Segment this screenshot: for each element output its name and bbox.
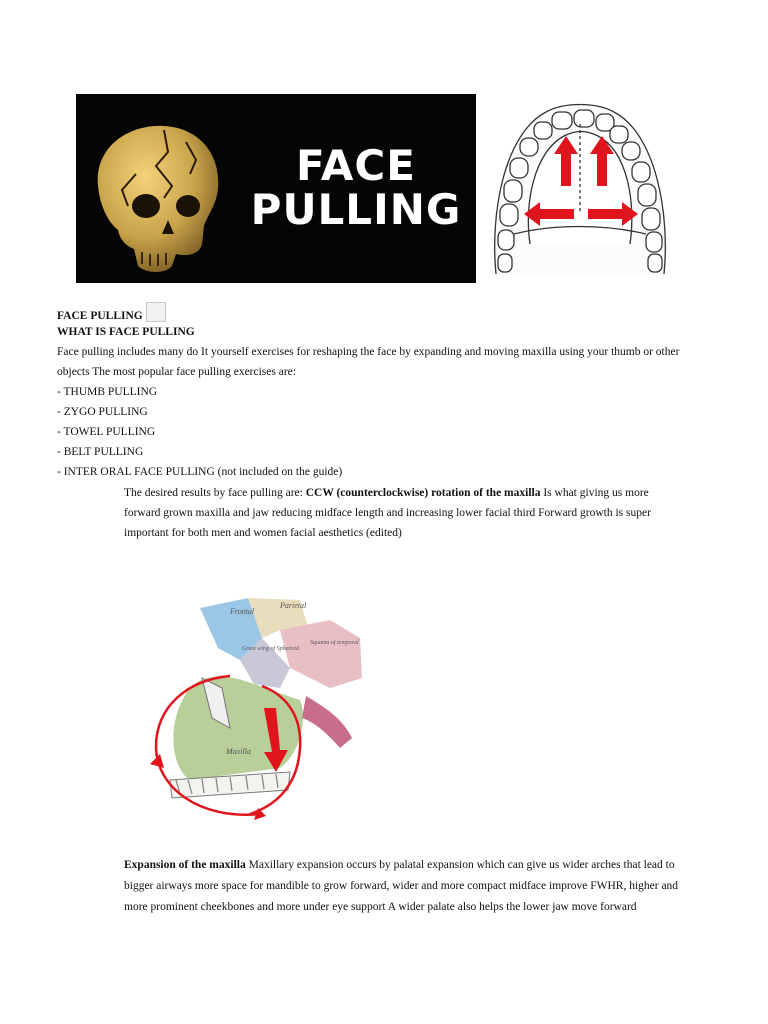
expansion-paragraph-line-3: more prominent cheekbones and more under eye support A wider palate also helps the lower jaw move forward	[124, 901, 637, 913]
label-frontal: Frontal	[230, 607, 255, 616]
expansion-suffix: Maxillary expansion occurs by palatal expansion which can give us wider arches that lead to	[245, 859, 675, 871]
list-item: - ZYGO PULLING	[57, 406, 148, 418]
gold-skull-icon	[76, 94, 236, 283]
list-item: - TOWEL PULLING	[57, 426, 156, 438]
intro-line-2: objects The most popular face pulling exercises are:	[57, 366, 296, 378]
palate-expansion-diagram	[484, 94, 676, 284]
expansion-bold: Expansion of the maxilla	[124, 859, 246, 871]
list-item: - THUMB PULLING	[57, 386, 158, 398]
list-item: - BELT PULLING	[57, 446, 144, 458]
label-temporal: Squama of temporal	[310, 640, 359, 646]
list-item: - INTER ORAL FACE PULLING (not included on the guide)	[57, 466, 343, 478]
ccw-suffix: Is what giving us more	[540, 487, 649, 499]
ccw-paragraph-line-3: important for both men and women facial aesthetics (edited)	[124, 527, 402, 539]
expansion-paragraph-line-2: bigger airways more space for mandible to grow forward, wider and more compact midface improve FWHR, higher and	[124, 880, 679, 892]
label-parietal: Parietal	[280, 601, 307, 610]
ccw-bold: CCW (counterclockwise) rotation of the maxilla	[305, 487, 541, 499]
ccw-paragraph-line-1	[124, 483, 649, 503]
banner-title-line1: FACE	[296, 141, 416, 190]
banner-title-line2: PULLING	[250, 185, 462, 234]
doc-subheading: WHAT IS FACE PULLING	[57, 326, 195, 338]
ccw-prefix: The desired results by face pulling are:	[124, 487, 306, 499]
banner-title	[241, 141, 471, 234]
doc-heading-text: FACE PULLING	[57, 310, 143, 322]
label-maxilla: Maxilla	[226, 747, 251, 756]
expansion-paragraph-line-1	[124, 855, 675, 875]
intro-line-1: Face pulling includes many do It yourself exercises for reshaping the face by expanding and moving maxilla using your thumb or other	[57, 346, 680, 358]
broken-image-icon	[146, 302, 166, 322]
face-pulling-banner	[76, 94, 476, 283]
label-sphenoid: Great wing of Sphenoid	[242, 646, 299, 652]
maxilla-rotation-figure	[130, 568, 366, 822]
ccw-paragraph-line-2: forward grown maxilla and jaw reducing midface length and increasing lower facial third Forward growth is super	[124, 507, 651, 519]
